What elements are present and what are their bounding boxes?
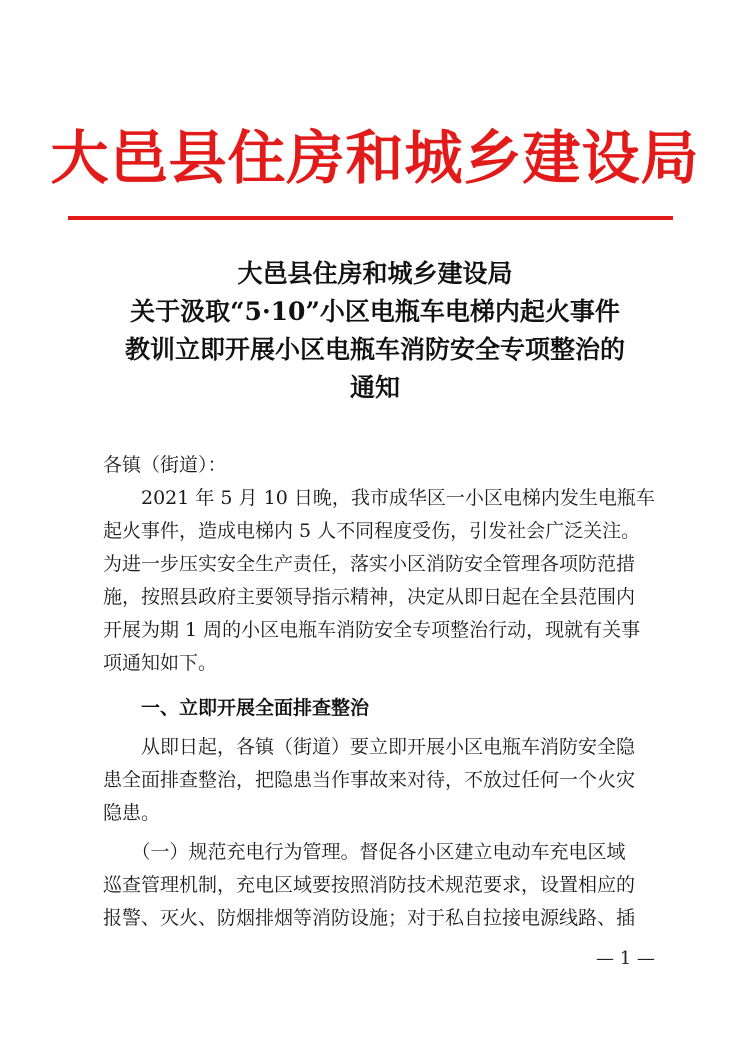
paragraph-line: 从即日起，各镇（街道）要立即开展小区电瓶车消防安全隐 <box>103 736 636 758</box>
paragraph-line: 项通知如下。 <box>103 652 218 674</box>
paragraph-line: 隐患。 <box>103 802 161 824</box>
salutation-text: 各镇（街道）： <box>103 454 227 476</box>
document-title <box>70 255 680 407</box>
title-line-2: 关于汲取“5·10”小区电瓶车电梯内起火事件 <box>130 297 620 326</box>
section-1-paragraph <box>103 731 663 830</box>
paragraph-line: 开展为期 1 周的小区电瓶车消防安全专项整治行动，现就有关事 <box>103 619 641 641</box>
paragraph-line: 施，按照县政府主要领导指示精神，决定从即日起在全县范围内 <box>103 586 636 608</box>
title-line-1: 大邑县住房和城乡建设局 <box>237 259 513 288</box>
paragraph-line: 巡查管理机制，充电区域要按照消防技术规范要求，设置相应的 <box>103 874 636 896</box>
title-line-4: 通知 <box>349 373 400 402</box>
paragraph-line: （一）规范充电行为管理。督促各小区建立电动车充电区域 <box>103 841 626 863</box>
paragraph-line: 起火事件，造成电梯内 5 人不同程度受伤，引发社会广泛关注。 <box>103 520 641 542</box>
intro-paragraph <box>103 482 663 680</box>
agency-letterhead: 大邑县住房和城乡建设局 <box>50 124 700 192</box>
paragraph-line: 报警、灭火、防烟排烟等消防设施；对于私自拉接电源线路、插 <box>103 907 636 929</box>
paragraph-line: 为进一步压实安全生产责任，落实小区消防安全管理各项防范措 <box>103 553 636 575</box>
page-number: — 1 — <box>596 948 655 969</box>
paragraph-line: 2021 年 5 月 10 日晚，我市成华区一小区电梯内发生电瓶车 <box>103 487 655 509</box>
letterhead-red-rule <box>68 216 673 220</box>
salutation <box>103 449 663 482</box>
subsection-1-paragraph <box>103 836 663 935</box>
section-heading-1: 一、立即开展全面排查整治 <box>141 697 370 719</box>
paragraph-line: 患全面排查整治，把隐患当作事故来对待，不放过任何一个火灾 <box>103 769 636 791</box>
title-line-3: 教训立即开展小区电瓶车消防安全专项整治的 <box>124 335 625 364</box>
